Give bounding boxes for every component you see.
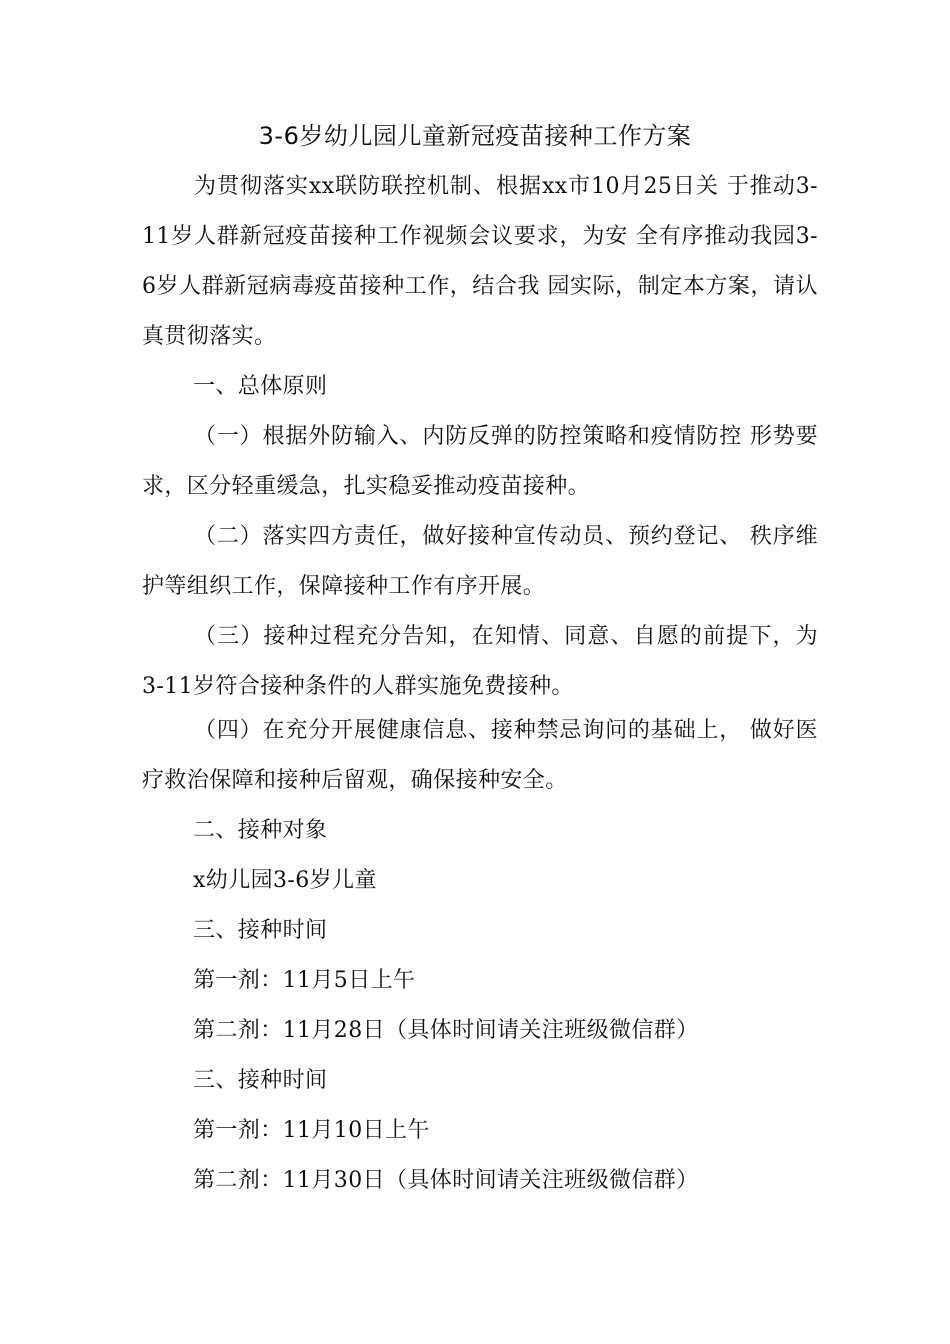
section-heading-principles: 一、总体原则 [193,374,328,399]
principle-item-1: （一）根据外防输入、内防反弹的防控策略和疫情防控 形势要求，区分轻重缓急，扎实稳妥推动疫苗接种。 [142,424,818,499]
dose1-line: 第一剂：11月5日上午 [193,968,416,993]
principle-item-2: （二）落实四方责任，做好接种宣传动员、预约登记、 秩序维护等组织工作，保障接种工作有序开展。 [142,524,818,599]
section-heading-time: 三、接种时间 [193,918,328,943]
section-heading-time-2: 三、接种时间 [193,1068,328,1093]
principle-item-4: （四）在充分开展健康信息、接种禁忌询问的基础上， 做好医疗救治保障和接种后留观，确保接种安全。 [142,718,818,793]
target-content: x幼儿园3-6岁儿童 [193,868,377,893]
section-heading-target: 二、接种对象 [193,818,328,843]
principle-item-3: （三）接种过程充分告知，在知情、同意、自愿的前提下，为3-11岁符合接种条件的人群实施免费接种。 [142,624,818,699]
dose2-line-2: 第二剂：11月30日（具体时间请关注班级微信群） [193,1168,699,1193]
dose2-line: 第二剂：11月28日（具体时间请关注班级微信群） [193,1018,699,1043]
intro-paragraph: 为贯彻落实xx联防联控机制、根据xx市10月25日关 于推动3-11岁人群新冠疫苗接种工作视频会议要求，为安 全有序推动我园3-6岁人群新冠病毒疫苗接种工作，结合我 园实际，制定本方案，请认真贯彻落实。 [142,174,818,349]
dose1-line-2: 第一剂：11月10日上午 [193,1118,430,1143]
document-title: 3-6岁幼儿园儿童新冠疫苗接种工作方案 [258,122,692,150]
